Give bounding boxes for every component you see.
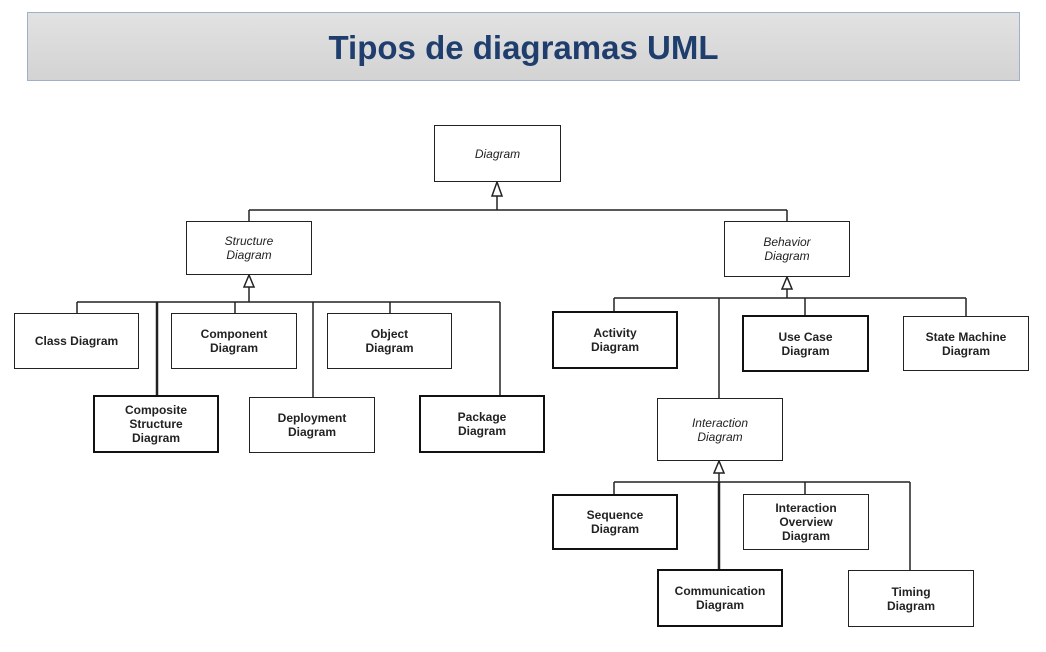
node-interaction-diagram-label: Interaction Diagram bbox=[691, 415, 749, 444]
node-timing-diagram-label: Timing Diagram bbox=[886, 584, 936, 613]
node-interaction-diagram bbox=[657, 398, 783, 461]
node-object-diagram-label: Object Diagram bbox=[365, 327, 414, 355]
node-use-case-diagram-label: Use Case Diagram bbox=[778, 329, 833, 358]
node-component-diagram-label: Component Diagram bbox=[200, 327, 268, 355]
node-interaction-overview-diagram-label: Interaction Overview Diagram bbox=[775, 501, 837, 543]
generalization-arrow-behavior bbox=[782, 277, 792, 289]
node-timing-diagram bbox=[848, 570, 974, 627]
node-composite-structure-diagram bbox=[93, 395, 219, 453]
node-deployment-diagram bbox=[249, 397, 375, 453]
node-package-diagram bbox=[419, 395, 545, 453]
generalization-arrow-interaction bbox=[714, 461, 724, 473]
node-sequence-diagram bbox=[552, 494, 678, 550]
node-state-machine-diagram bbox=[903, 316, 1029, 371]
node-behavior-diagram-label: Behavior Diagram bbox=[763, 235, 811, 263]
node-communication-diagram-label: Communication Diagram bbox=[674, 584, 766, 612]
node-diagram bbox=[434, 125, 561, 182]
page-title: Tipos de diagramas UML bbox=[328, 28, 719, 66]
node-behavior-diagram bbox=[724, 221, 850, 277]
node-state-machine-diagram-label: State Machine Diagram bbox=[925, 329, 1007, 358]
node-object-diagram bbox=[327, 313, 452, 369]
node-class-diagram-label: Class Diagram bbox=[34, 334, 119, 348]
node-diagram-label: Diagram bbox=[474, 146, 521, 161]
node-activity-diagram bbox=[552, 311, 678, 369]
node-composite-structure-diagram-label: Composite Structure Diagram bbox=[124, 403, 187, 445]
node-activity-diagram-label: Activity Diagram bbox=[590, 326, 640, 354]
node-component-diagram bbox=[171, 313, 297, 369]
node-structure-diagram bbox=[186, 221, 312, 275]
node-deployment-diagram-label: Deployment Diagram bbox=[277, 411, 347, 439]
node-use-case-diagram bbox=[742, 315, 869, 372]
node-class-diagram bbox=[14, 313, 139, 369]
node-communication-diagram bbox=[657, 569, 783, 627]
generalization-arrow-diagram bbox=[492, 182, 502, 196]
generalization-arrow-structure bbox=[244, 275, 254, 287]
node-package-diagram-label: Package Diagram bbox=[457, 410, 507, 438]
node-sequence-diagram-label: Sequence Diagram bbox=[586, 508, 644, 536]
node-interaction-overview-diagram bbox=[743, 494, 869, 550]
node-structure-diagram-label: Structure Diagram bbox=[224, 234, 274, 262]
